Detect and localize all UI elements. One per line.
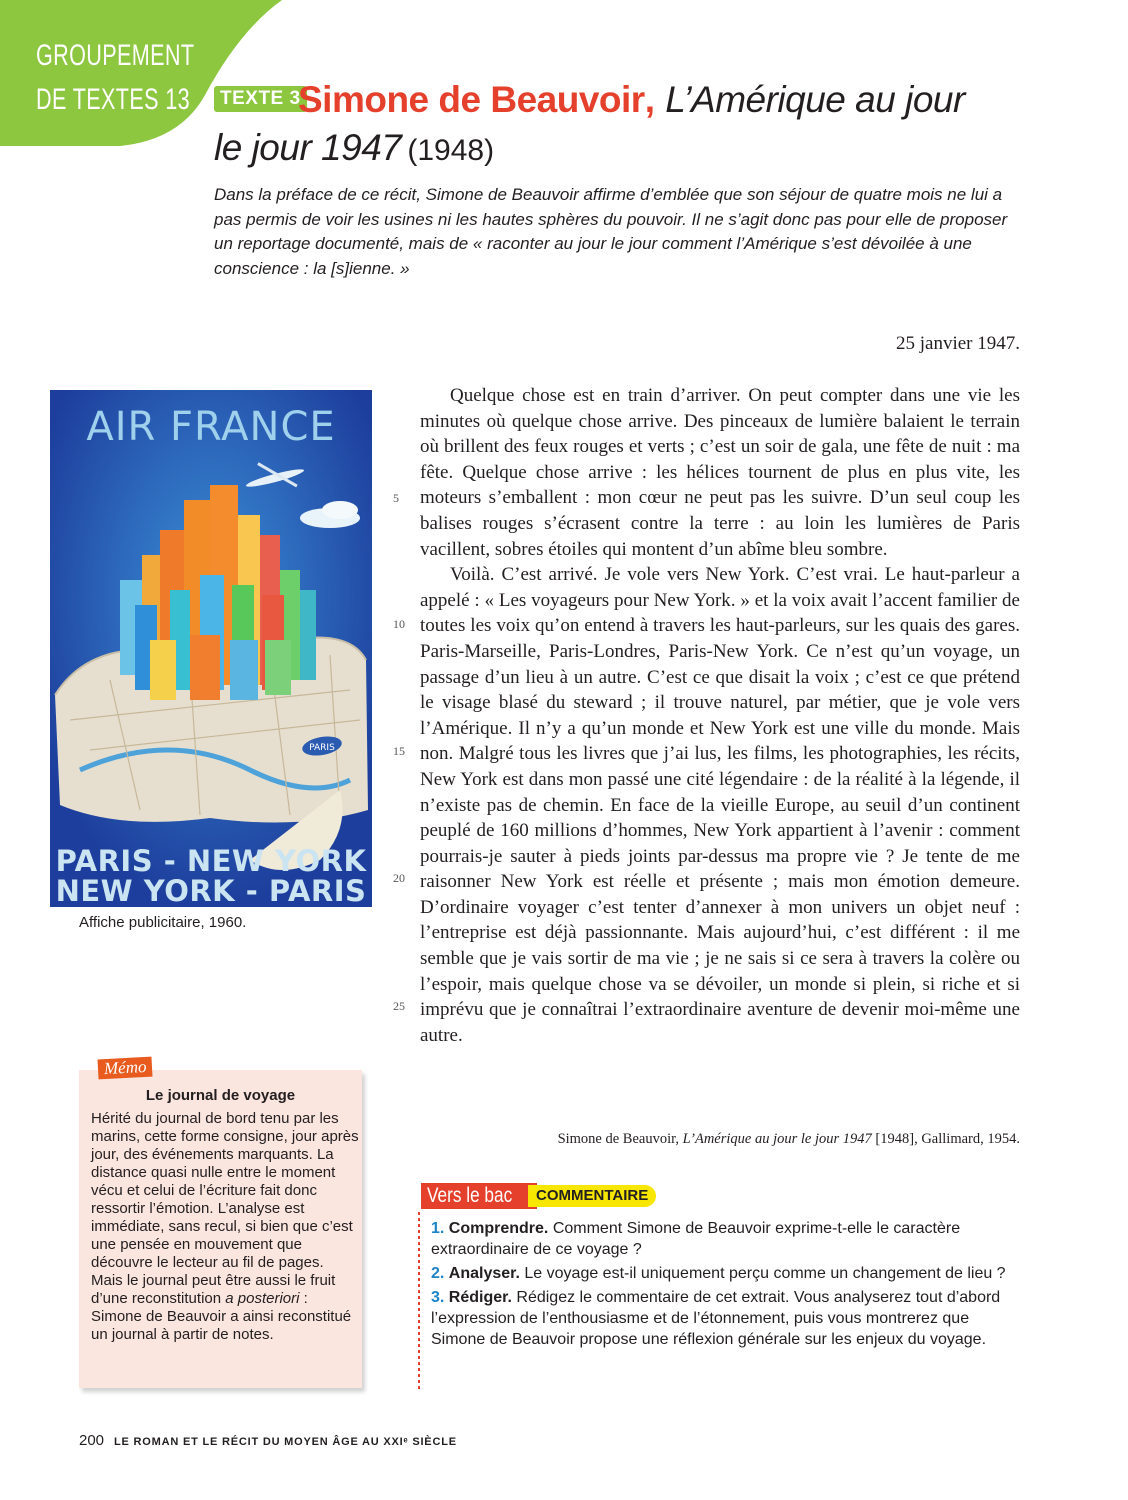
bac-dotted-rule [418, 1212, 420, 1392]
entry-date: 25 janvier 1947. [895, 333, 1020, 354]
page-footer [79, 1432, 457, 1449]
work-title-part2: le jour 1947 [214, 127, 402, 168]
title-comma: , [644, 79, 655, 120]
question-number: 1. [431, 1220, 445, 1237]
question-keyword: Comprendre. [448, 1220, 549, 1237]
excerpt-paragraph-2: Voilà. C’est arrivé. Je vole vers New York. C’est vrai. Le haut-parleur a appelé : « Les voyageurs pour New York. » et la voix avait l’accent familier de toutes les voix qu’on entend à travers les haut-parleurs, sur les quais des gares. Paris-Marseille, Paris-Londres, Paris-New York. Ce n’est qu’un voyage, un passage d’un lieu à un autre. C’est ce que disait la voix ; c’est ce que prétend le visage blasé du steward ; il trouve naturel, par métier, que je vole vers l’Amérique. Il n’y a qu’un monde et New York est une ville du monde. Mais non. Malgré tous les livres que j’ai lus, les films, les photographies, les récits, New York est dans mon passé une cité légendaire : de la réalité à la légende, il n’existe pas de chemin. En face de la vieille Europe, au seuil d’un continent peuplé de 160 millions d’hommes, New York appartient à l’avenir : comment pourrais-je sauter à pieds joints par-dessus ma propre vie ? Je tente de me raisonner New York est réelle et présente ; mais mon émotion demeure. D’ordinaire voyager c’est tenter d’annexer à mon univers un objet neuf : l’entreprise est déjà passionnante. Mais aujourd’hui, c’est différent : il me semble que je vais sortir de ma vie ; je ne sais si ce sera à travers la colère ou l’espoir, mais quelque chose va se dévoiler, un monde si plein, si riche et si imprévu que je connaîtrai l’extraordinaire aventure de devenir moi-même une autre. [420, 564, 1020, 1046]
memo-body [91, 1110, 359, 1344]
question-item [431, 1263, 1021, 1284]
author-name: Simone de Beauvoir [298, 79, 645, 120]
poster-brand: AIR FRANCE [86, 404, 336, 450]
intro-paragraph: Dans la préface de ce récit, Simone de Beauvoir affirme d’emblée que son séjour de quatre mois ne lui a pas permis de voir les usines ni les hautes sphères du pouvoir. Il ne s’agit donc pas pour elle de proposer un reportage documenté, mais de « raconter au jour le jour comment l’Amérique s’est dévoilée à une conscience : la [s]ienne. » [214, 185, 1008, 278]
poster-route-2: NEW YORK - PARIS [55, 874, 367, 907]
section-label [36, 34, 194, 122]
publication-year: (1948) [407, 134, 495, 167]
question-text: Le voyage est-il uniquement perçu comme un changement de lieu ? [519, 1265, 1006, 1282]
memo-body-italic: a posteriori [225, 1290, 300, 1307]
line-number-10: 10 [393, 617, 405, 631]
question-list [431, 1218, 1021, 1353]
question-text: Comment Simone de Beauvoir exprime-t-elle le caractère extraordinaire de ce voyage ? [431, 1220, 961, 1258]
line-number-15: 15 [393, 744, 405, 758]
poster-route-1: PARIS - NEW YORK [55, 844, 367, 878]
excerpt-text [420, 383, 1020, 1048]
poster-caption: Affiche publicitaire, 1960. [79, 914, 247, 931]
memo-tag: Mémo [98, 1057, 153, 1080]
poster-illustration [50, 390, 372, 907]
question-item [431, 1287, 1021, 1350]
page-title [298, 76, 965, 124]
question-keyword: Rédiger. [448, 1289, 512, 1306]
memo-body-part1: Hérité du journal de bord tenu par les marins, cette forme consigne, jour après jour, des événements marquants. La distance quasi nulle entre le moment vécu et celui de l’écriture fait donc ressortir l’émotion. L’analyse est immédiate, sans recul, si bien que c’est une pensée en mouvement que découvre le lecteur au fil de pages. Mais le journal peut être aussi le fruit d’une reconstitution [91, 1110, 359, 1307]
memo-title: Le journal de voyage [145, 1087, 296, 1104]
section-label-line1: GROUPEMENT [36, 39, 195, 72]
source-title: L’Amérique au jour le jour 1947 [682, 1131, 872, 1147]
question-item [431, 1218, 1021, 1260]
running-head: LE ROMAN ET LE RÉCIT DU MOYEN ÂGE AU XXIᵉ SIÈCLE [114, 1436, 457, 1448]
line-number-25: 25 [393, 999, 405, 1013]
work-title-part1: L’Amérique au jour [665, 79, 965, 120]
question-number: 3. [431, 1289, 445, 1306]
line-number-20: 20 [393, 871, 405, 885]
bac-label [421, 1183, 537, 1209]
page-title-line2 [214, 124, 494, 175]
memo-body-part2: : Simone de Beauvoir a ainsi reconstitué un journal à partir de notes. [91, 1290, 352, 1343]
question-number: 2. [431, 1265, 445, 1282]
line-number-5: 5 [393, 491, 399, 505]
text-number-badge: TEXTE 3 [214, 86, 307, 112]
question-text: Rédigez le commentaire de cet extrait. Vous analyserez tout d’abord l’expression de l’enthousiasme et de l’étonnement, puis vous montrerez que Simone de Beauvoir propose une réflexion générale sur les enjeux du voyage. [431, 1289, 1001, 1348]
source-suffix: [1948], Gallimard, 1954. [871, 1131, 1020, 1147]
page-number: 200 [79, 1432, 105, 1449]
source-citation [558, 1131, 1020, 1148]
source-prefix: Simone de Beauvoir, [557, 1131, 683, 1147]
map-paris-label: PARIS [309, 743, 335, 753]
section-label-line2: DE TEXTES 13 [36, 83, 190, 116]
air-france-poster [50, 390, 372, 907]
excerpt-paragraph-1: Quelque chose est en train d’arriver. On peut compter dans une vie les minutes où quelque chose arrive. Des pinceaux de lumière balaient le terrain où brillent des feux rouges et verts ; c’est un soir de gala, une fête de nuit : ma fête. Quelque chose arrive : les hélices tournent de plus en plus vite, les moteurs s’emballent : mon cœur ne peut pas les suivre. D’un seul coup les balises rouges s’écrasent contre la terre : au loin les lumières de Paris vacillent, sobres étoiles qui montent d’un abîme bleu sombre. [420, 385, 1020, 560]
exercise-type-badge: COMMENTAIRE [528, 1185, 656, 1207]
question-keyword: Analyser. [448, 1265, 520, 1282]
bac-label-text: Vers le bac [427, 1184, 513, 1207]
